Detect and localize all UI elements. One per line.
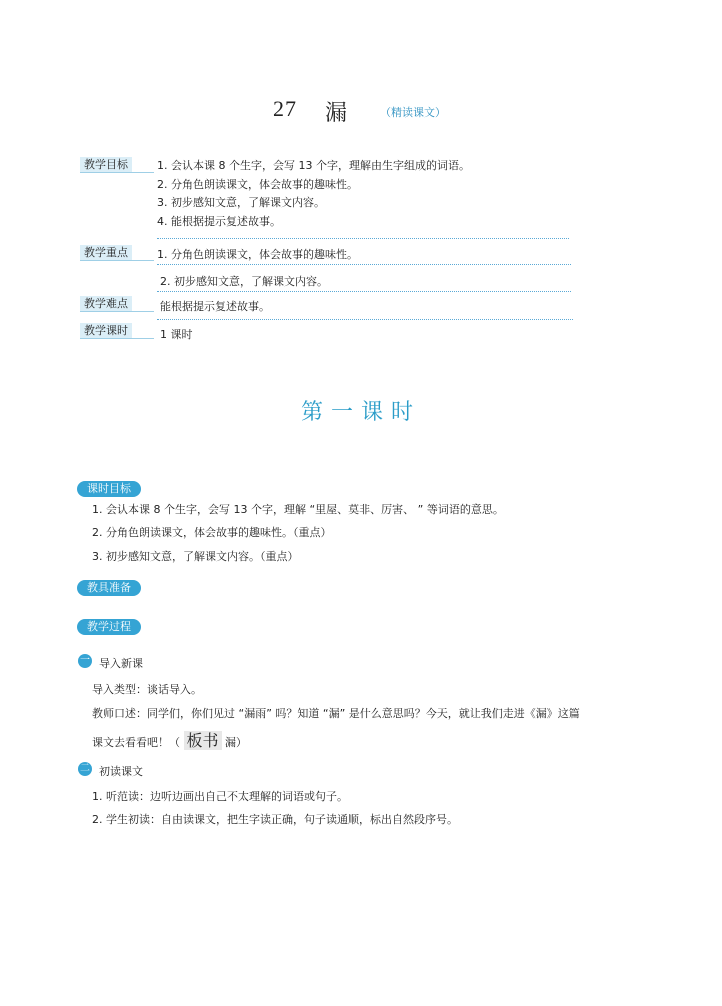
- key-point-2: 2. 初步感知文意，了解课文内容。: [160, 275, 328, 288]
- hours-text: 1 课时: [160, 328, 193, 341]
- period-goals-label: 课时目标: [77, 481, 141, 497]
- speech-line2-end: 漏）: [225, 736, 248, 749]
- period-goal-1: 1. 会认本课 8 个生字，会写 13 个字，理解 “里屋、莫非、厉害、 ” 等词语的意思。: [92, 503, 504, 516]
- lesson-type-open: （: [380, 106, 391, 119]
- period-goal-3: 3. 初步感知文意，了解课文内容。（重点）: [92, 550, 299, 563]
- difficulty-label: 教学难点: [80, 296, 132, 312]
- lesson-type: [380, 104, 446, 120]
- step-title: 导入新课: [99, 657, 143, 670]
- reading-item-2: 2. 学生初读：自由读课文，把生字读正确，句子读通顺，标出自然段序号。: [92, 813, 458, 826]
- lesson-type-close: ）: [435, 106, 446, 119]
- board-label: 板书: [184, 731, 222, 750]
- divider: [157, 238, 569, 239]
- reading-item-1: 1. 听范读：边听边画出自己不太理解的词语或句子。: [92, 790, 348, 803]
- intro-type-line: 导入类型：谈话导入。: [92, 683, 202, 696]
- hours-label: 教学课时: [80, 323, 132, 339]
- key-points-label: 教学重点: [80, 245, 132, 261]
- prep-label: 教具准备: [77, 580, 141, 596]
- section-title: 第一课时: [301, 400, 422, 425]
- process-label: 教学过程: [77, 619, 141, 635]
- goal-item-2: 2. 分角色朗读课文，体会故事的趣味性。: [157, 178, 358, 191]
- goal-item-3: 3. 初步感知文意，了解课文内容。: [157, 196, 325, 209]
- divider: [157, 264, 571, 265]
- divider: [157, 319, 573, 320]
- lesson-type-text: 精读课文: [391, 106, 435, 119]
- difficulty-text: 能根据提示复述故事。: [160, 300, 270, 313]
- teacher-speech-line2: [92, 728, 247, 751]
- step-number-badge: 二: [80, 763, 90, 774]
- difficulty-label-underline: [80, 311, 154, 312]
- key-label-underline: [80, 260, 154, 261]
- goal-item-1: 1. 会认本课 8 个生字，会写 13 个字，理解由生字组成的词语。: [157, 159, 470, 172]
- step-number-badge: 一: [80, 655, 90, 666]
- teacher-speech-line1: 教师口述：同学们，你们见过 “漏雨” 吗？知道 “漏” 是什么意思吗？今天，就让我们走进《漏》这篇: [92, 707, 580, 720]
- goals-label-underline: [80, 172, 154, 173]
- divider: [157, 291, 571, 292]
- speech-line2-start: 课文去看看吧！（: [92, 736, 184, 749]
- hours-label-underline: [80, 338, 154, 339]
- lesson-title: 漏: [325, 101, 348, 126]
- goal-item-4: 4. 能根据提示复述故事。: [157, 215, 281, 228]
- step-title: 初读课文: [99, 765, 143, 778]
- goals-label: 教学目标: [80, 157, 132, 173]
- period-goal-2: 2. 分角色朗读课文，体会故事的趣味性。（重点）: [92, 526, 332, 539]
- lesson-number: 27: [273, 96, 297, 121]
- key-point-1: 1. 分角色朗读课文，体会故事的趣味性。: [157, 248, 358, 261]
